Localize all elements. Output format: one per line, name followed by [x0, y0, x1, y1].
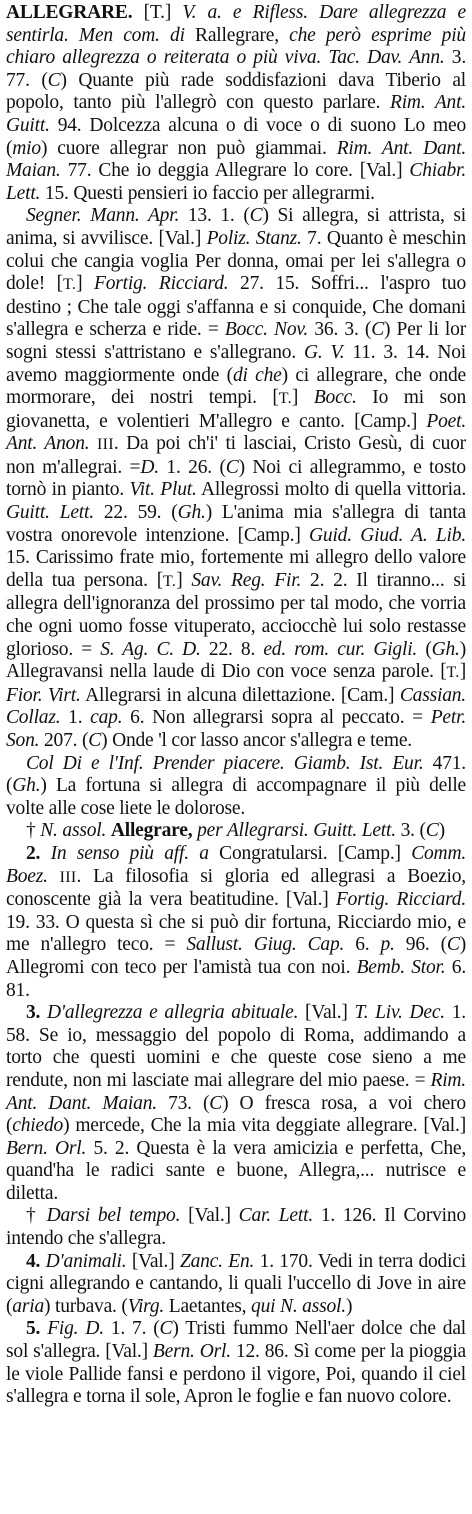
text-run — [89, 433, 97, 454]
italic-run: Virg. — [127, 1295, 165, 1317]
italic-run: G. V. — [304, 341, 345, 363]
text-run: 1. 170. Vedi in terra dodici cigni allegrando e cantando, li quali l'uccello di Jove in aire ( — [6, 1250, 467, 1317]
italic-run: S. Ag. C. D. — [100, 638, 201, 660]
text-run: 22. 59. ( — [93, 502, 178, 524]
text-run: ) L'anima mia s'allegra di tanta vostra onorevole intenzione. [Camp.] — [6, 502, 466, 546]
bold-run: 2. — [26, 842, 51, 864]
text-run: [Val.] — [298, 1002, 355, 1024]
text-run: Allegrossi molto di quella vittoria. — [196, 479, 467, 501]
text-run: ) O fresca rosa, a voi chero ( — [6, 1092, 466, 1137]
italic-run: Comm. Boez. — [6, 842, 466, 887]
text-run: 1. 7. ( — [103, 1318, 160, 1340]
italic-run: C — [425, 820, 439, 842]
italic-run: Guitt. Lett. — [6, 502, 94, 524]
italic-run: Bern. Orl. — [152, 1341, 231, 1363]
italic-run: In senso più aff. a — [50, 842, 209, 864]
text-run: 1. 26. ( — [158, 456, 226, 478]
italic-run: ed. rom. cur. Gigli. — [263, 638, 418, 660]
text-run: [T.] — [132, 2, 183, 23]
text-run: ) Per li lor sogni stessi s'attristano e s'allegrano. — [6, 319, 466, 363]
italic-run: V. a. e Rifless. Dare allegrezza e sentirla. Men com. di — [6, 2, 466, 46]
text-run: ) Allegromi con teco per l'amistà tua con noi. — [6, 934, 466, 978]
italic-run: Darsi bel tempo. — [46, 1205, 181, 1227]
small-caps-run: III — [97, 436, 114, 454]
text-run: 36. 3. ( — [308, 319, 372, 341]
italic-run: C — [225, 456, 239, 478]
entry-paragraph — [6, 753, 466, 821]
text-run: ) Onde 'l cor lasso ancor s'allegra e teme. — [101, 730, 412, 751]
italic-run: Gh. — [12, 775, 41, 797]
italic-run: che però esprime più chiaro allegrezza o reiterata o più viva. Tac. Dav. Ann. — [6, 24, 466, 69]
text-run: ) Noi ci allegrammo, e tosto tornò in pianto. — [6, 456, 466, 501]
text-run: ) turbava. ( — [44, 1295, 128, 1317]
text-run: ) cuore allegrar non può giammai. — [40, 137, 337, 159]
small-caps-run: T. — [163, 572, 177, 590]
small-caps-run: T. — [446, 664, 460, 682]
text-run: ) Si allegra, si attrista, si anima, si avvilisce. [Val.] — [6, 205, 466, 249]
text-run: Allegrarsi in alcuna dilettazione. [Cam.] — [80, 684, 400, 706]
italic-run: D. — [140, 456, 159, 478]
text-run: ) — [345, 1295, 353, 1317]
text-run — [48, 866, 60, 887]
text-run: Io mi son giovanetta, e volentieri M'allegro e canto. [Camp.] — [6, 387, 467, 432]
text-run: [Val.] — [180, 1205, 239, 1227]
small-caps-run: III — [59, 868, 77, 886]
text-run: ) mercede, Che la mia vita deggiate allegrare. [Val.] — [63, 1115, 466, 1137]
italic-run: D'allegrezza e allegria abituale. — [47, 1002, 299, 1024]
text-run: 77. Che io deggia Allegrare lo core. [Val.] — [60, 160, 410, 182]
italic-run: Car. Lett. — [238, 1205, 313, 1227]
text-run: ) Quante più rade soddisfazioni dava Tiberio al popolo, tanto più l'allegrò con questo parlare. — [6, 69, 466, 114]
italic-run: Zanc. En. — [179, 1250, 255, 1272]
entry-paragraph — [6, 1251, 466, 1319]
text-run: ] — [291, 387, 314, 409]
italic-run: Rim. Ant. Guitt. — [6, 92, 467, 136]
italic-run: Fortig. Ricciard. — [94, 273, 229, 295]
italic-run: Bemb. Stor. — [356, 956, 446, 978]
text-run: 13. 1. ( — [179, 205, 250, 227]
italic-run: Rim. Ant. Dant. Maian. — [6, 137, 466, 182]
small-caps-run: T. — [278, 390, 292, 408]
italic-run: Fior. Virt. — [6, 684, 81, 706]
italic-run: di che — [232, 364, 282, 386]
bold-run: 4. — [26, 1250, 46, 1272]
italic-run: N. assol. — [40, 820, 107, 842]
text-run: . Da poi ch'i' ti lasciai, Cristo Gesù, di cuor non m'allegrai. = — [6, 433, 466, 478]
text-run: ) ci allegrare, che onde mormorare, dei nostri tempi. [ — [6, 364, 466, 409]
bold-run: 3. — [26, 1002, 48, 1024]
italic-run: D'animali. — [45, 1250, 127, 1272]
italic-run: Fortig. Ricciard. — [335, 889, 467, 911]
italic-run: aria — [12, 1295, 45, 1317]
text-run: 6. — [344, 934, 381, 956]
text-run: . La filosofia si gloria ed allegrasi a Boezio, conoscente già la vera beatitudine. [Val.] — [6, 865, 466, 911]
entry-paragraph — [6, 205, 466, 752]
italic-run: T. Liv. Dec. — [354, 1002, 445, 1024]
bold-run: Allegrare, — [110, 820, 193, 842]
text-run: ] — [76, 273, 95, 295]
text-run: 73. ( — [156, 1092, 210, 1114]
italic-run: per Allegrarsi. Guitt. Lett. — [197, 820, 396, 842]
text-run: Laetantes, — [164, 1295, 252, 1317]
dictionary-entry-allegrare — [6, 2, 466, 1409]
small-caps-run: T. — [62, 276, 77, 294]
text-run: 6. 81. — [6, 956, 467, 1001]
italic-run: cap. — [90, 707, 123, 729]
italic-run: C — [88, 730, 102, 751]
italic-run: C — [446, 934, 460, 956]
italic-run: Gh. — [431, 638, 460, 660]
italic-run: Cassian. Collaz. — [6, 684, 466, 729]
bold-run: ALLEGRARE. — [6, 2, 133, 23]
italic-run: Gh. — [177, 502, 206, 524]
entry-paragraph — [6, 843, 466, 1002]
text-run: Congratularsi. [Camp.] — [208, 842, 412, 864]
text-run: 11. 3. 14. Noi avemo maggiormente onde ( — [6, 341, 467, 386]
italic-run: Segner. Mann. Apr. — [26, 205, 180, 227]
italic-run: Guid. Giud. A. Lib. — [309, 524, 466, 546]
italic-run: mio — [12, 137, 41, 159]
italic-run: Chiabr. Lett. — [6, 160, 466, 204]
text-run: 3. 77. ( — [6, 47, 466, 91]
italic-run: Poet. Ant. Anon. — [6, 410, 466, 455]
italic-run: C — [209, 1092, 223, 1114]
italic-run: C — [249, 205, 263, 227]
italic-run: Bern. Orl. — [6, 1137, 87, 1159]
entry-paragraph — [6, 2, 466, 205]
text-run: ] — [459, 661, 466, 683]
text-run: [Val.] — [126, 1250, 180, 1272]
text-run: ) La fortuna si allegra di accompagnare il più delle volte alle cose liete le dolorose. — [6, 775, 466, 819]
text-run: 15. Carissimo frate mio, fortemente mi allegro dello valore della tua persona. [ — [6, 547, 466, 591]
italic-run: Bocc. — [313, 387, 357, 409]
text-run: 2. 2. Il tiranno... si allegra dell'ignoranza del prossimo per tal modo, che vorria che ogni uomo fosse vituperato, acciocchè lui solo restasse glorioso. = — [6, 569, 467, 660]
text-run: 19. 33. O questa sì che si può dir fortuna, Ricciardo mio, e me n'allegro teco. = — [6, 911, 466, 956]
entry-paragraph — [6, 1318, 466, 1408]
text-run: 207. ( — [39, 730, 89, 751]
text-run: 1. 58. Se io, messaggio del popolo di Roma, addimando a torto che questi uomini e che queste cose sieno a me rendute, non mi lasciate mai allegrare del mio paese. = — [6, 1002, 466, 1091]
italic-run: Rim. Ant. Dant. Maian. — [6, 1069, 466, 1114]
text-run: ) Allegravansi nella laude di Dio con voce senza parole. [ — [6, 638, 467, 683]
text-run: 22. 8. — [200, 638, 264, 660]
text-run: 27. 15. Soffri... l'aspro tuo destino ; Che tale oggi s'affanna e si conquide, Che domani s'allegra e scherza e ride. = — [6, 273, 466, 341]
italic-run: Sav. Reg. Fir. — [191, 569, 302, 591]
italic-run: C — [47, 69, 61, 91]
text-run: † — [26, 1205, 47, 1227]
italic-run: C — [371, 319, 384, 341]
italic-run: C — [159, 1318, 173, 1340]
text-run: 1. 126. Il Corvino intendo che s'allegra. — [6, 1205, 466, 1250]
text-run: ) Tristi fummo Nell'aer dolce che dal sol s'allegra. [Val.] — [6, 1318, 466, 1363]
italic-run: Fig. D. — [47, 1318, 104, 1340]
text-run: 471. ( — [6, 752, 466, 797]
text-run: ( — [417, 638, 432, 660]
text-run: 6. Non allegrarsi sopra al peccato. = — [122, 707, 431, 729]
entry-paragraph — [6, 1205, 466, 1250]
text-run: 96. ( — [394, 934, 447, 956]
text-run: 94. Dolcezza alcuna o di voce o di suono Lo meo ( — [6, 114, 466, 159]
italic-run: Vit. Plut. — [129, 479, 197, 501]
italic-run: Col Di e l'Inf. Prender piacere. Giamb. Ist. Eur. — [26, 752, 424, 774]
text-run: 1. — [60, 707, 91, 729]
text-run: 5. 2. Questa è la vera amicizia e perfetta, Che, quand'ha le radici sante e buone, Allegra,... nutrisce e diletta. — [6, 1137, 466, 1204]
text-run: 12. 86. Sì come per la pioggia le viole Pallide fansi e perdono il vigore, Poi, quando il ciel s'allegra e torna il sole, Apron le foglie e fan nuovo colore. — [6, 1341, 466, 1408]
italic-run: p. — [380, 934, 395, 956]
italic-run: Sallust. Giug. Cap. — [186, 934, 345, 956]
entry-paragraph — [6, 1002, 466, 1205]
text-run: † — [26, 820, 41, 842]
text-run: 15. Questi pensieri io faccio per allegrarmi. — [40, 182, 375, 204]
text-run: 3. ( — [395, 820, 426, 842]
text-run: Rallegrare, — [195, 24, 290, 46]
text-run: 7. Quanto è meschin colui che cangia voglia Per donna, omai per lei s'allegra o dole! [ — [6, 227, 467, 295]
italic-run: qui N. assol. — [251, 1295, 346, 1317]
bold-run: 5. — [26, 1318, 48, 1340]
italic-run: chiedo — [12, 1115, 64, 1137]
italic-run: Bocc. Nov. — [224, 319, 309, 341]
entry-paragraph — [6, 820, 466, 843]
text-run: ) — [438, 820, 445, 842]
text-run: ] — [176, 569, 192, 591]
italic-run: Petr. Son. — [6, 707, 467, 751]
italic-run: Poliz. Stanz. — [206, 227, 302, 249]
